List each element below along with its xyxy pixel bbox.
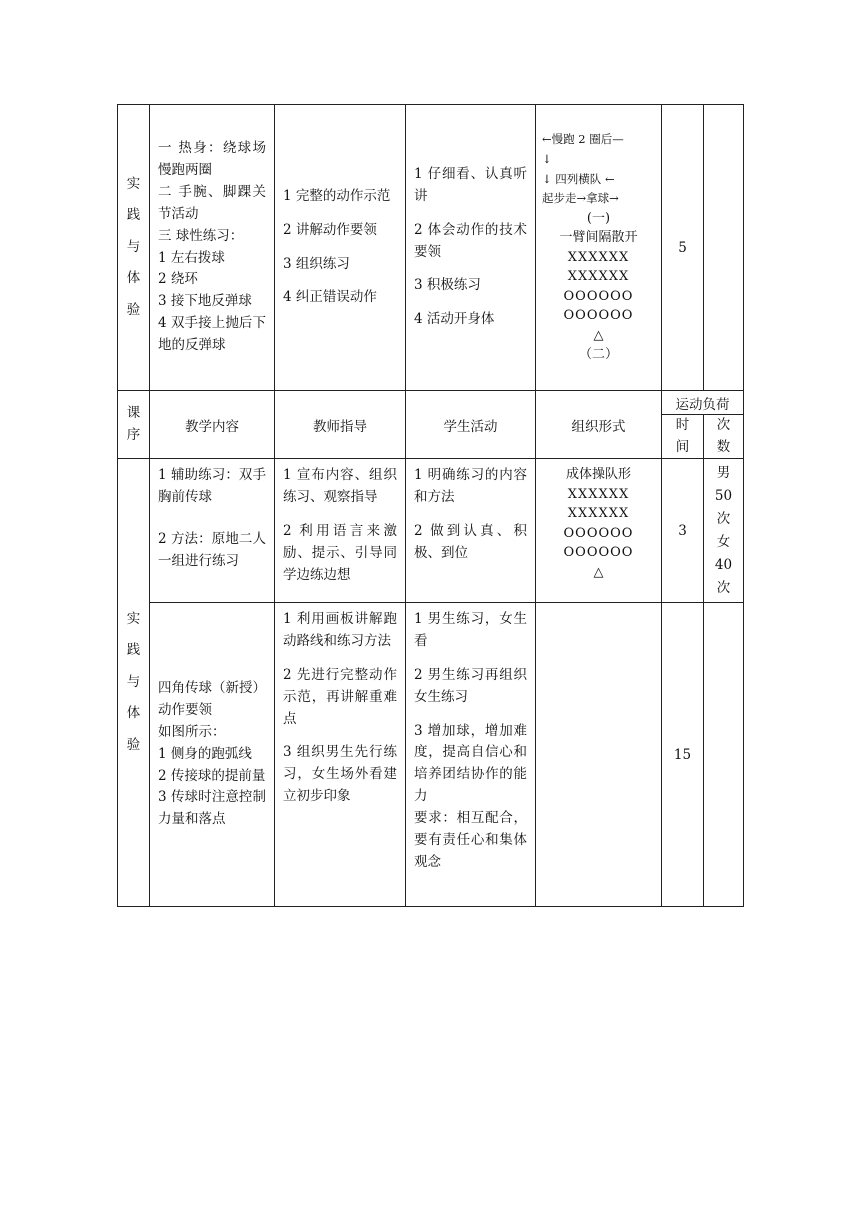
content-line: 3 接下地反弹球 <box>158 293 252 310</box>
section-char: 体 <box>126 270 141 287</box>
section-char: 实 <box>126 175 141 192</box>
student-activity-cell <box>406 459 536 603</box>
header-time <box>662 415 704 459</box>
header-content: 教学内容 <box>150 391 275 459</box>
student-line: 1 仔细看、认真听讲 <box>414 165 527 204</box>
teacher-line: 3 组织男生先行练习，女生场外看建立初步印象 <box>283 744 397 805</box>
teaching-content-cell <box>150 459 275 603</box>
student-line: 4 活动开身体 <box>414 311 495 328</box>
formation-row: XXXXXX <box>567 486 630 502</box>
time-value: 3 <box>678 522 687 539</box>
header-char: 时 <box>675 417 690 433</box>
teaching-content-cell <box>150 105 275 391</box>
header-count <box>704 415 744 459</box>
header-char: 课 <box>126 405 141 421</box>
section-char: 践 <box>126 207 141 224</box>
content-line: 2 绕环 <box>158 271 198 288</box>
formation-row: XXXXXX <box>567 269 630 285</box>
count-line: 次 <box>716 510 731 527</box>
formation-row: OOOOOO <box>563 308 634 324</box>
formation-row: OOOOOO <box>563 288 634 304</box>
header-teacher: 教师指导 <box>275 391 406 459</box>
section-char: 践 <box>126 642 141 659</box>
teacher-line: 1 利用画板讲解跑动路线和练习方法 <box>283 611 397 650</box>
section-char: 实 <box>126 610 141 627</box>
section-char: 验 <box>126 301 141 318</box>
content-line: 2 方法：原地二人一组进行练习 <box>158 530 266 569</box>
header-org: 组织形式 <box>536 391 662 459</box>
header-section <box>118 391 150 459</box>
student-line: 2 男生练习再组织女生练习 <box>414 666 527 705</box>
count-line: 次 <box>716 579 731 596</box>
teacher-line: 2 讲解动作要领 <box>283 221 377 238</box>
formation-row: OOOOOO <box>563 545 634 561</box>
organization-cell <box>536 603 662 907</box>
student-line: 3 增加球，增加难度，提高自信心和培养团结协作的能力 <box>414 722 527 805</box>
route-line: ←慢跑 2 圈后— <box>542 132 624 147</box>
content-line: 一 热身：绕球场慢跑两圈 <box>158 140 266 179</box>
count-cell <box>704 603 744 907</box>
time-cell <box>662 105 704 391</box>
formation-row: OOOOOO <box>563 525 634 541</box>
content-line: 1 侧身的跑弧线 <box>158 745 252 762</box>
formation-note: 一臂间隔散开 <box>559 230 638 246</box>
formation-label: (一) <box>586 210 611 226</box>
header-char: 间 <box>675 438 690 455</box>
teacher-triangle-icon: △ <box>593 327 604 343</box>
content-line: 1 左右拨球 <box>158 249 225 266</box>
teacher-line: 1 宣布内容、组织练习、观察指导 <box>283 467 397 506</box>
warmup-row <box>118 105 744 391</box>
count-cell <box>704 459 744 603</box>
student-line: 1 男生练习，女生看 <box>414 611 527 650</box>
teacher-line: 2 利用语言来激励、提示、引导同学边练边想 <box>283 522 397 583</box>
teacher-triangle-icon: △ <box>593 564 604 580</box>
time-cell <box>662 603 704 907</box>
header-load: 运动负荷 <box>662 391 744 415</box>
section-char: 与 <box>126 673 141 690</box>
student-line: 1 明确练习的内容和方法 <box>414 467 527 506</box>
content-line: 1 辅助练习：双手胸前传球 <box>158 467 266 506</box>
count-line: 女 <box>716 533 731 550</box>
organization-cell <box>536 105 662 391</box>
count-line: 男 <box>716 464 731 481</box>
count-cell <box>704 105 744 391</box>
time-cell <box>662 459 704 603</box>
content-line: 4 双手接上抛后下地的反弹球 <box>158 315 266 353</box>
section-label <box>118 459 150 907</box>
count-line: 50 <box>714 487 733 504</box>
teacher-line: 4 纠正错误动作 <box>283 289 377 306</box>
student-line: 2 体会动作的技术要领 <box>414 221 527 260</box>
content-line: 四角传球（新授）动作要领 <box>158 680 266 719</box>
student-activity-cell <box>406 603 536 907</box>
section-char: 与 <box>126 238 141 255</box>
route-line: ↓ <box>542 151 552 166</box>
formation-label: （二） <box>578 347 618 363</box>
section-label <box>118 105 150 391</box>
teacher-guidance-cell <box>275 105 406 391</box>
student-activity-cell <box>406 105 536 391</box>
header-char: 次 <box>716 417 731 433</box>
formation-title: 成体操队形 <box>565 467 631 483</box>
teacher-line: 2 先进行完整动作示范，再讲解重难点 <box>283 666 397 727</box>
teacher-guidance-cell <box>275 603 406 907</box>
teacher-line: 1 完整的动作示范 <box>283 187 391 204</box>
formation-row: XXXXXX <box>567 506 630 522</box>
student-line: 2 做到认真、积极、到位 <box>414 522 527 561</box>
count-line: 40 <box>714 556 733 573</box>
header-row <box>118 391 744 415</box>
content-line: 3 传球时注意控制力量和落点 <box>158 789 266 828</box>
organization-cell <box>536 459 662 603</box>
teacher-line: 3 组织练习 <box>283 255 350 272</box>
header-char: 序 <box>126 426 141 443</box>
route-line: ↓ 四列横队 ← <box>542 171 615 186</box>
student-line: 3 积极练习 <box>414 277 481 294</box>
header-char: 数 <box>716 438 731 455</box>
content-line: 2 传接球的提前量 <box>158 767 266 784</box>
header-student: 学生活动 <box>406 391 536 459</box>
time-value: 15 <box>673 746 692 763</box>
section-char: 体 <box>126 705 141 722</box>
section-char: 验 <box>126 737 141 753</box>
content-line: 三 球性练习： <box>158 227 244 244</box>
formation-row: XXXXXX <box>567 249 630 265</box>
practice-row-b <box>118 603 744 907</box>
time-value: 5 <box>678 239 687 256</box>
content-line: 如图所示： <box>158 723 226 740</box>
lesson-plan-table <box>117 104 744 907</box>
content-line: 二 手腕、脚踝关节活动 <box>158 183 266 222</box>
teaching-content-cell <box>150 603 275 907</box>
student-line: 要求：相互配合，要有责任心和集体观念 <box>414 810 527 870</box>
route-line: 起步走→拿球→ <box>542 191 619 206</box>
teacher-guidance-cell <box>275 459 406 603</box>
practice-row-a <box>118 459 744 603</box>
